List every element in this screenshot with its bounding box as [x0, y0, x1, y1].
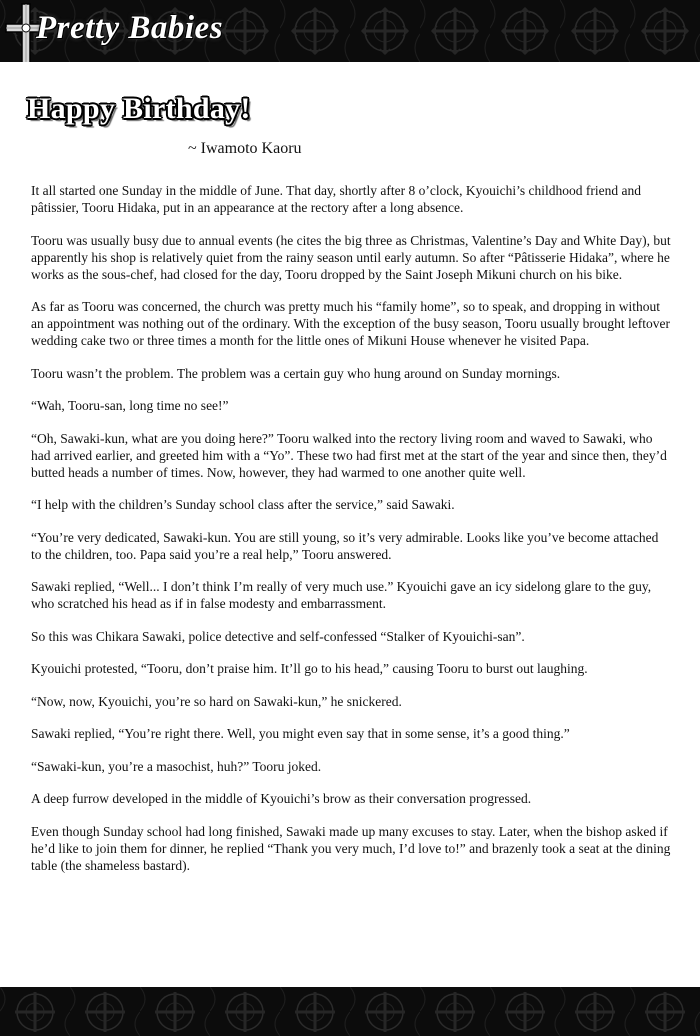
paragraph: “I help with the children’s Sunday school class after the service,” said Sawaki.: [31, 497, 455, 512]
series-title: Pretty Babies: [36, 10, 224, 46]
story-title: Happy Birthday!: [27, 92, 251, 125]
paragraph: “You’re very dedicated, Sawaki-kun. You are still young, so it’s very admirable. Looks like you’ve become attached to the children, too. Papa said you’re a real help,” Tooru answered.: [31, 529, 659, 562]
footer-banner: [0, 987, 700, 1036]
header-banner: [0, 0, 700, 62]
author-byline: ~ Iwamoto Kaoru: [188, 140, 302, 157]
paragraph: It all started one Sunday in the middle of June. That day, shortly after 8 o’clock, Kyouichi’s childhood friend and pâtissier, Tooru Hidaka, put in an appearance at the rectory after a long absence.: [31, 183, 641, 215]
paragraph: Tooru was usually busy due to annual events (he cites the big three as Christmas, Valentine’s Day and White Day), but apparently his shop is relatively quiet from the rainy season until early autumn. So after “Pâtisserie Hidaka”, where he works as the sous-chef, had closed for the day, Tooru dropped by the Saint Joseph Mikuni church on his bike.: [31, 232, 671, 282]
ornamental-pattern: [0, 987, 700, 1036]
paragraph: A deep furrow developed in the middle of Kyouichi’s brow as their conversation progressed.: [31, 791, 532, 806]
story-body: [31, 182, 671, 889]
paragraph: As far as Tooru was concerned, the church was pretty much his “family home”, so to speak, and dropping in without an appointment was nothing out of the ordinary. With the exception of the busy season, Tooru usually brought leftover wedding cake two or three times a month for the little ones of Mikuni House whenever he visited Papa.: [31, 299, 671, 348]
paragraph: “Sawaki-kun, you’re a masochist, huh?” Tooru joked.: [31, 758, 322, 774]
paragraph: Even though Sunday school had long finished, Sawaki made up many excuses to stay. Later, when the bishop asked if he’d like to join them for dinner, he replied “Thank you very much, I’d love to!” and brazenly took a seat at the dining table (the shameless bastard).: [31, 823, 671, 873]
paragraph: Sawaki replied, “Well... I don’t think I’m really of very much use.” Kyouichi gave an icy sidelong glare to the guy, who scratched his head as if in false modesty and embarrassment.: [31, 579, 652, 611]
paragraph: Kyouichi protested, “Tooru, don’t praise him. It’ll go to his head,” causing Tooru to burst out laughing.: [31, 661, 588, 676]
paragraph: “Wah, Tooru-san, long time no see!”: [31, 398, 229, 413]
paragraph: “Oh, Sawaki-kun, what are you doing here?” Tooru walked into the rectory living room and waved to Sawaki, who had arrived earlier, and greeted him with a “Yo”. These two had first met at the start of the year and since then, they’d butted heads a number of times. Now, however, they had warmed to one another quite well.: [31, 430, 667, 480]
paragraph: So this was Chikara Sawaki, police detective and self-confessed “Stalker of Kyouichi-san”.: [31, 628, 525, 644]
paragraph: Sawaki replied, “You’re right there. Well, you might even say that in some sense, it’s a good thing.”: [31, 726, 570, 741]
paragraph: “Now, now, Kyouichi, you’re so hard on Sawaki-kun,” he snickered.: [31, 693, 402, 709]
paragraph: Tooru wasn’t the problem. The problem was a certain guy who hung around on Sunday mornings.: [31, 365, 561, 381]
